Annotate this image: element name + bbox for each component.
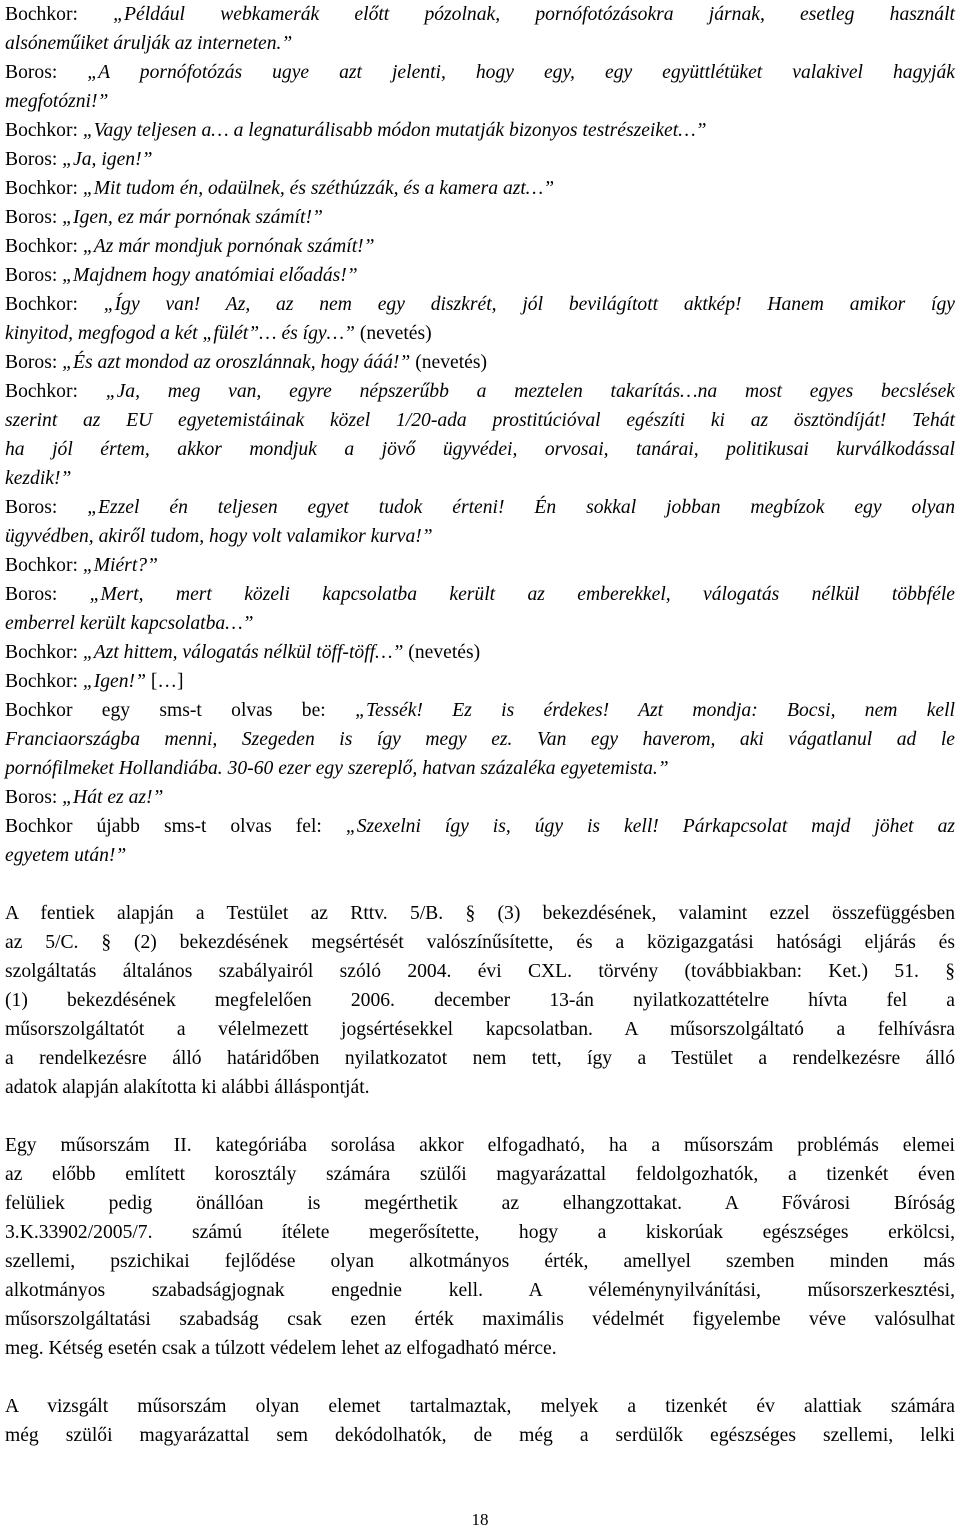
transcript-line (5, 0, 955, 29)
quoted-speech: „Szexelni így is, úgy is kell! Párkapcsolat majd jöhet az (345, 816, 955, 837)
transcript-line (5, 841, 955, 870)
speaker-label: Bochkor: (5, 381, 106, 402)
quoted-speech: „Mert, mert közeli kapcsolatba került az emberekkel, válogatás nélkül többféle (89, 584, 956, 605)
quoted-speech: megfotózni!” (5, 91, 109, 112)
transcript-line (5, 145, 955, 174)
speaker-label: Bochkor: (5, 178, 83, 199)
speaker-label: Boros: (5, 62, 88, 83)
paragraph-findings (5, 899, 955, 1102)
quoted-speech: pornófilmeket Hollandiába. 30-60 ezer egy szereplő, hatvan százaléka egyetemista.” (5, 758, 669, 779)
paragraph-line: A vizsgált műsorszám olyan elemet tartalmaztak, melyek a tizenkét év alattiak számára (5, 1396, 955, 1417)
quoted-speech: „Az már mondjuk pornónak számít!” (82, 236, 375, 257)
speaker-label: Bochkor: (5, 555, 83, 576)
paragraph-line: még szülői magyarázattal sem dekódolhatók, de még a serdülők egészséges szellemi, lelki (5, 1425, 955, 1446)
speaker-label: Boros: (5, 787, 63, 808)
quoted-speech: „Majdnem hogy anatómiai előadás!” (62, 265, 358, 286)
transcript-line (5, 116, 955, 145)
transcript-line (5, 551, 955, 580)
quoted-speech: „Igen!” (82, 671, 146, 692)
paragraph-line: szolgáltatás általános szabályairól szóló 2004. évi CXL. törvény (továbbiakban: Ket.) 51. § (5, 961, 955, 982)
transcript-line (5, 696, 955, 725)
quoted-speech: „Mit tudom én, odaülnek, és széthúzzák, és a kamera azt…” (82, 178, 555, 199)
quoted-speech: „És azt mondod az oroszlánnak, hogy ááá!” (62, 352, 411, 373)
quoted-speech: egyetem után!” (5, 845, 127, 866)
quoted-speech: szerint az EU egyetemistáinak közel 1/20-ada prostitúcióval egészíti ki az ösztöndíját! Tehát (5, 410, 955, 431)
paragraph-line: felüliek pedig önállóan is megérthetik az elhangzottakat. A Fővárosi Bíróság (5, 1193, 955, 1214)
transcript-line (5, 493, 955, 522)
transcript-line (5, 290, 955, 319)
speaker-label: Boros: (5, 497, 88, 518)
paragraph-line: az előbb említett korosztály számára szülői magyarázattal feldolgozhatók, a tizenkét éven (5, 1164, 955, 1185)
paragraph-line: műsorszolgáltatási szabadság csak ezen érték maximális védelmét figyelembe véve valósulhat (5, 1309, 955, 1330)
speaker-label: Boros: (5, 265, 63, 286)
transcript-line (5, 377, 955, 406)
transcript-line (5, 174, 955, 203)
quoted-speech: emberrel került kapcsolatba…” (5, 613, 254, 634)
paragraph-line: az 5/C. § (2) bekezdésének megsértését valószínűsítette, és a közigazgatási hatósági eljárás és (5, 932, 955, 953)
speaker-label: Boros: (5, 352, 63, 373)
quoted-speech: ha jól értem, akkor mondjuk a jövő ügyvédei, orvosai, tanárai, politikusai kurválkodással (5, 439, 955, 460)
transcript-line (5, 435, 955, 464)
transcript-line (5, 232, 955, 261)
speaker-label: Boros: (5, 207, 63, 228)
paragraph-line: műsorszolgáltatót a vélelmezett jogsértésekkel kapcsolatban. A műsorszolgáltató a felhívásra (5, 1019, 955, 1040)
speaker-label: Bochkor: (5, 120, 83, 141)
transcript-line (5, 783, 955, 812)
quoted-speech: „Hát ez az!” (62, 787, 164, 808)
transcript-note: (nevetés) (403, 642, 481, 663)
page-number: 18 (471, 1510, 489, 1529)
transcript-line (5, 261, 955, 290)
transcript-line (5, 319, 955, 348)
quoted-speech: kezdik!” (5, 468, 72, 489)
quoted-speech: „Ja, igen!” (62, 149, 153, 170)
quoted-speech: „Vagy teljesen a… a legnaturálisabb módon mutatják bizonyos testrészeiket…” (82, 120, 707, 141)
paragraph-line: (1) bekezdésének megfelelően 2006. december 13-án nyilatkozattételre hívta fel a (5, 990, 955, 1011)
paragraph-line: A fentiek alapján a Testület az Rttv. 5/B. § (3) bekezdésének, valamint ezzel összefüggésben (5, 903, 955, 924)
transcript-line (5, 58, 955, 87)
quoted-speech: „Ezzel én teljesen egyet tudok érteni! Én sokkal jobban megbízok egy olyan (87, 497, 955, 518)
paragraph-line: adatok alapján alakította ki alábbi álláspontját. (5, 1077, 370, 1098)
paragraph-gap (5, 1363, 955, 1392)
quoted-speech: kinyitod, megfogod a két „fülét”… és így…” (5, 323, 355, 344)
document-body (5, 0, 955, 1450)
quoted-speech: alsóneműiket árulják az interneten.” (5, 33, 293, 54)
transcript-line (5, 87, 955, 116)
transcript-line (5, 754, 955, 783)
paragraph-line: Egy műsorszám II. kategóriába sorolása akkor elfogadható, ha a műsorszám problémás elemei (5, 1135, 955, 1156)
transcript-line (5, 203, 955, 232)
paragraph-category-assessment (5, 1131, 955, 1363)
quoted-speech: „Tessék! Ez is érdekes! Azt mondja: Bocsi, nem kell (355, 700, 955, 721)
paragraph-gap (5, 1102, 955, 1131)
paragraph-gap (5, 870, 955, 899)
broadcast-transcript (5, 0, 955, 870)
transcript-line (5, 609, 955, 638)
transcript-note: (nevetés) (354, 323, 432, 344)
transcript-line (5, 580, 955, 609)
quoted-speech: „Miért?” (82, 555, 158, 576)
paragraph-line: szellemi, pszichikai fejlődése olyan alkotmányos érték, amellyel szemben minden más (5, 1251, 955, 1272)
quoted-speech: „Ja, meg van, egyre népszerűbb a meztelen takarítás…na most egyes becslések (105, 381, 955, 402)
speaker-label: Bochkor egy sms-t olvas be: (5, 700, 356, 721)
transcript-line (5, 348, 955, 377)
quoted-speech: Franciaországba menni, Szegeden is így megy ez. Van egy haverom, aki vágatlanul ad le (5, 729, 955, 750)
paragraph-line: a rendelkezésre álló határidőben nyilatkozatot nem tett, így a Testület a rendelkezésre álló (5, 1048, 955, 1069)
paragraph-line: meg. Kétség esetén csak a túlzott védelem lehet az elfogadható mérce. (5, 1338, 557, 1359)
speaker-label: Bochkor: (5, 642, 83, 663)
transcript-line (5, 464, 955, 493)
quoted-speech: „Így van! Az, az nem egy diszkrét, jól bevilágított aktkép! Hanem amikor így (103, 294, 955, 315)
speaker-label: Bochkor: (5, 4, 114, 25)
speaker-label: Boros: (5, 149, 63, 170)
paragraph-examined-program (5, 1392, 955, 1450)
transcript-note: (nevetés) (410, 352, 488, 373)
speaker-label: Bochkor: (5, 236, 83, 257)
paragraph-line: alkotmányos szabadságjognak engednie kell. A véleménynyilvánítási, műsorszerkesztési, (5, 1280, 955, 1301)
transcript-line (5, 638, 955, 667)
quoted-speech: „A pornófotózás ugye azt jelenti, hogy egy, egy együttlétüket valakivel hagyják (87, 62, 955, 83)
paragraph-line: 3.K.33902/2005/7. számú ítélete megerősítette, hogy a kiskorúak egészséges erkölcsi, (5, 1222, 955, 1243)
transcript-note: […] (145, 671, 184, 692)
speaker-label: Bochkor: (5, 294, 104, 315)
quoted-speech: „Például webkamerák előtt pózolnak, pornófotózásokra járnak, esetleg használt (113, 4, 955, 25)
transcript-line (5, 406, 955, 435)
speaker-label: Bochkor újabb sms-t olvas fel: (5, 816, 346, 837)
quoted-speech: „Igen, ez már pornónak számít!” (62, 207, 323, 228)
speaker-label: Boros: (5, 584, 90, 605)
transcript-line (5, 667, 955, 696)
speaker-label: Bochkor: (5, 671, 83, 692)
transcript-line (5, 725, 955, 754)
transcript-line (5, 522, 955, 551)
transcript-line (5, 812, 955, 841)
transcript-line (5, 29, 955, 58)
quoted-speech: ügyvédben, akiről tudom, hogy volt valamikor kurva!” (5, 526, 433, 547)
quoted-speech: „Azt hittem, válogatás nélkül töff-töff…” (82, 642, 404, 663)
